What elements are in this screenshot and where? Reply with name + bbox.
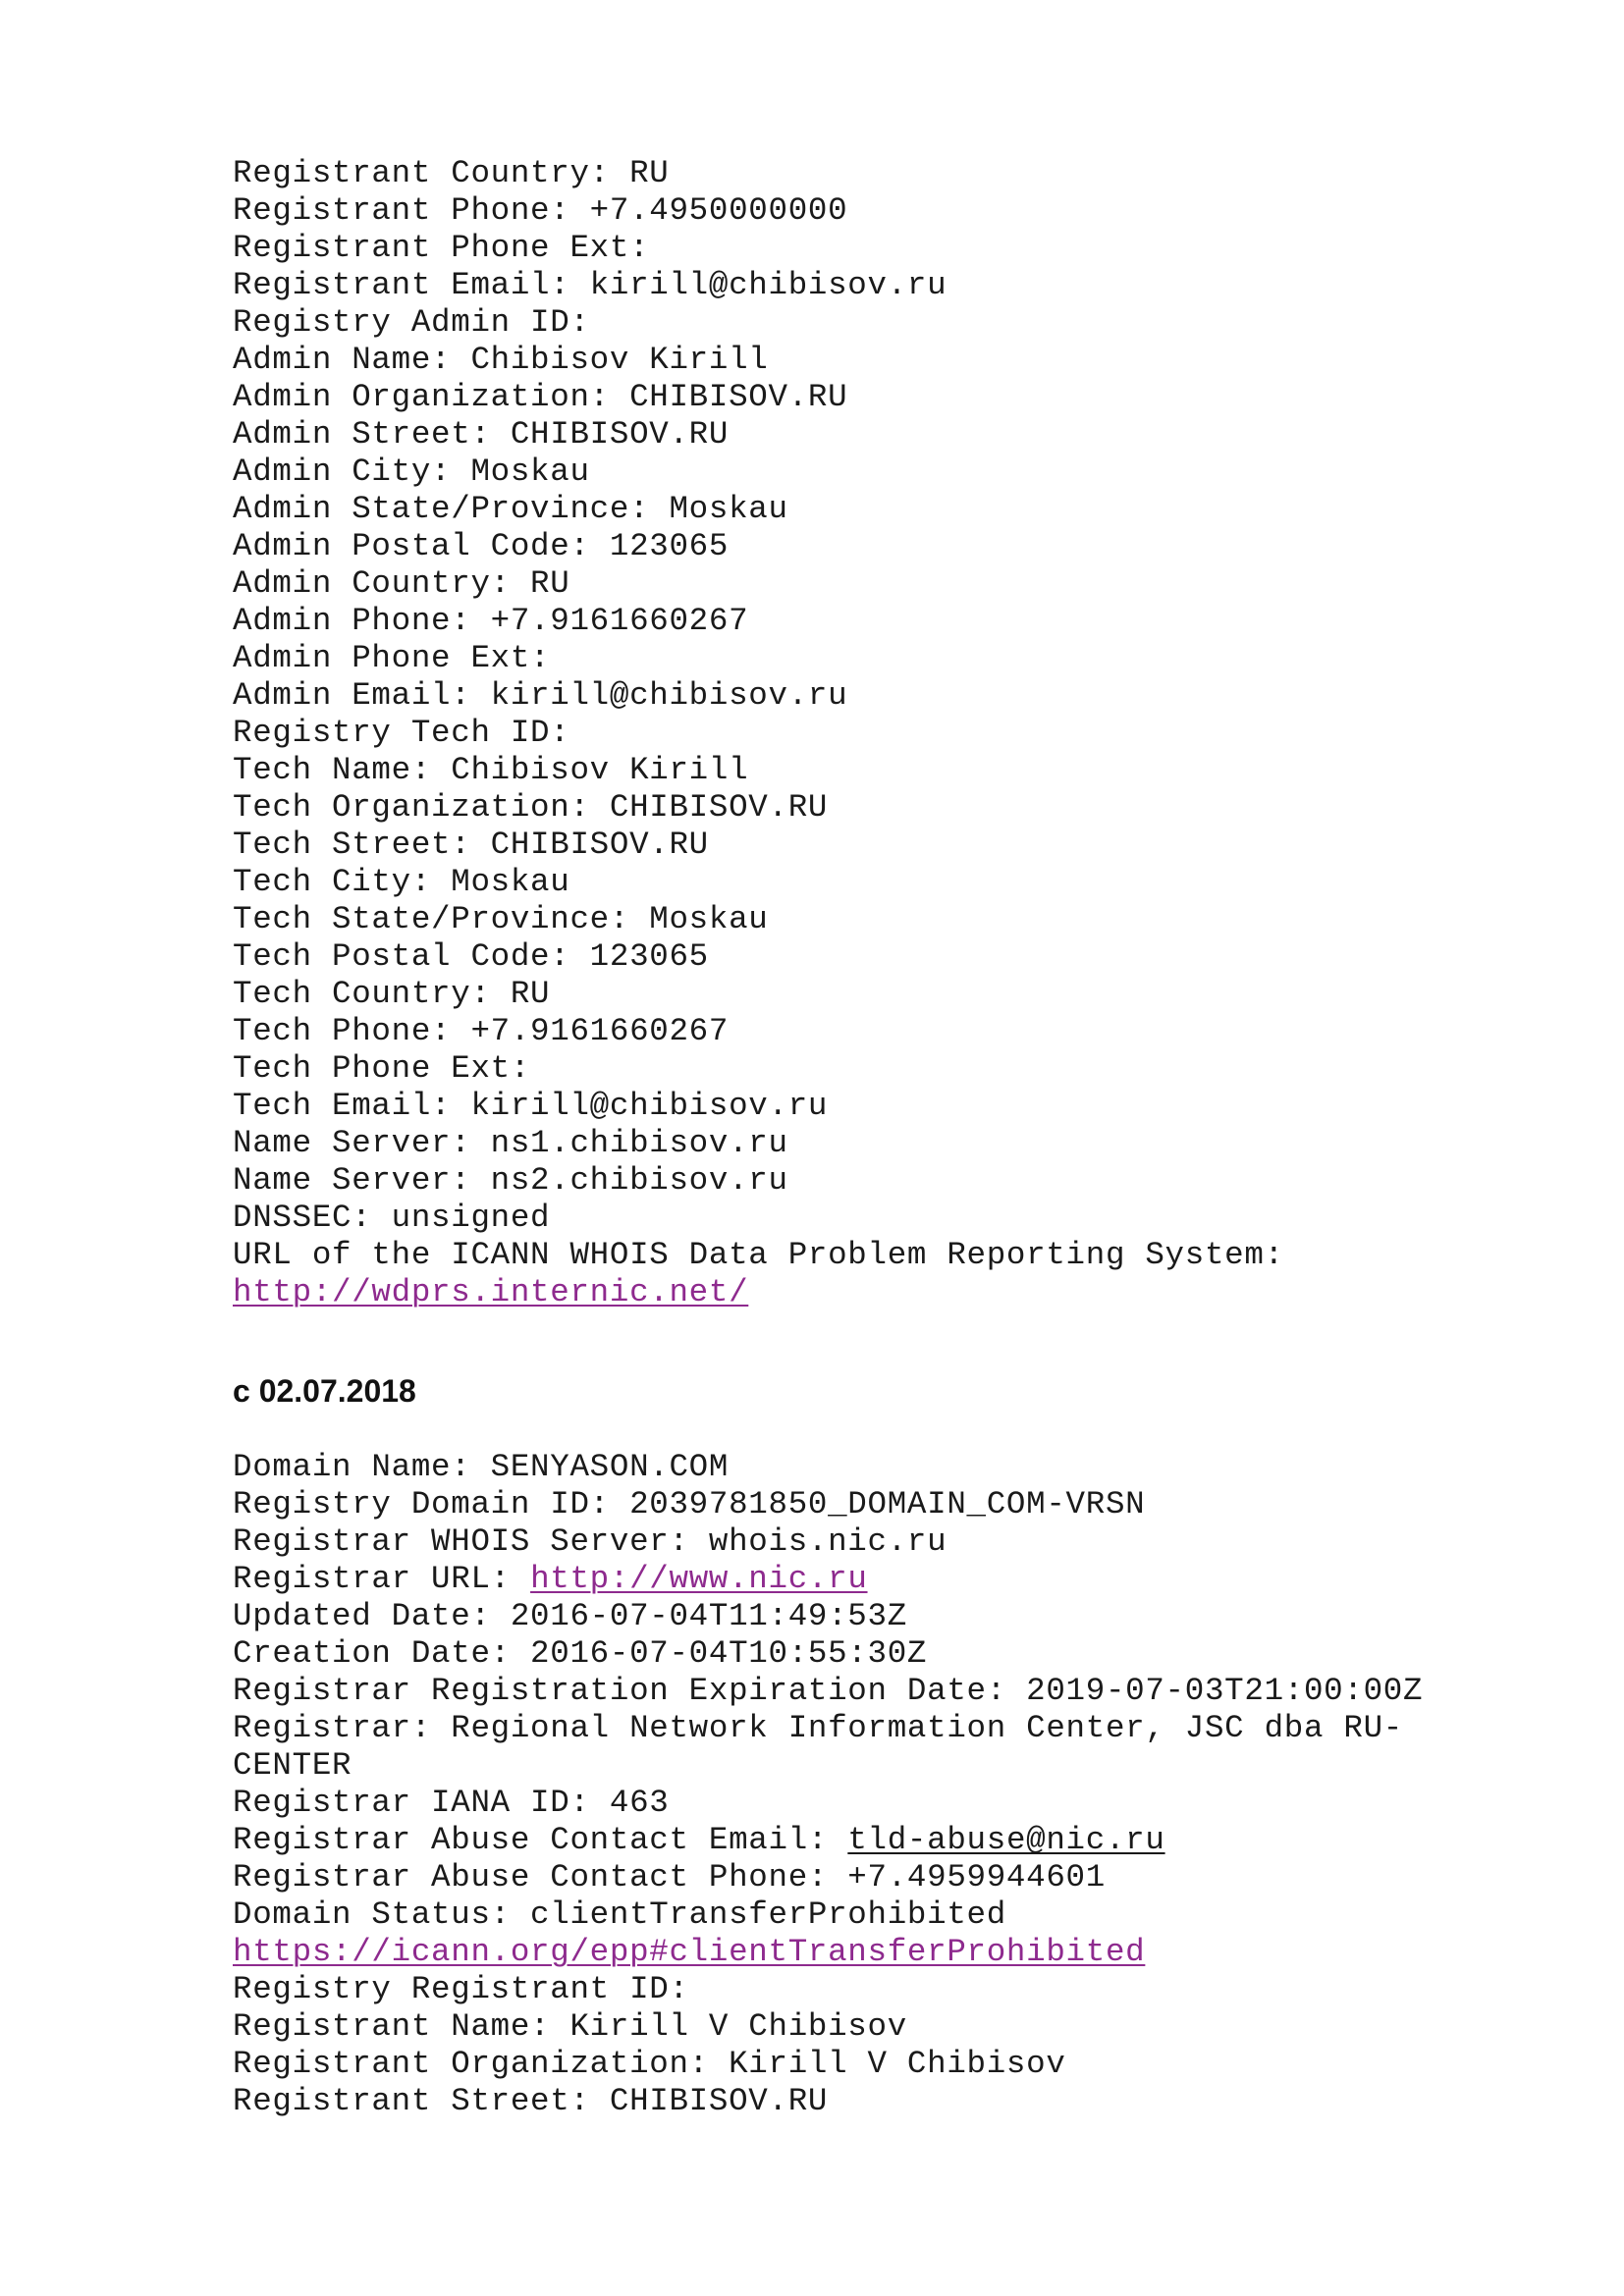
wdprs-link-line: [233, 1274, 1509, 1311]
wdprs-link[interactable]: http://wdprs.internic.net/: [233, 1274, 749, 1310]
admin-organization-line: Admin Organization: CHIBISOV.RU: [233, 379, 848, 415]
abuse-email-link[interactable]: tld-abuse@nic.ru: [847, 1822, 1165, 1858]
section-date-heading: с 02.07.2018: [233, 1373, 416, 1409]
name-server-line: Name Server: ns2.chibisov.ru: [233, 1162, 788, 1199]
name-server-line: Name Server: ns1.chibisov.ru: [233, 1125, 788, 1161]
registrant-phone-ext-line: Registrant Phone Ext:: [233, 230, 650, 266]
abuse-email-label: Registrar Abuse Contact Email:: [233, 1822, 848, 1858]
registrant-phone-line: Registrant Phone: +7.4950000000: [233, 192, 848, 229]
tech-email-line: Tech Email: kirill@chibisov.ru: [233, 1088, 829, 1124]
expiration-date-line: Registrar Registration Expiration Date: 2019-07-03T21:00:00Z: [233, 1673, 1424, 1709]
iana-id-line: Registrar IANA ID: 463: [233, 1785, 670, 1821]
registry-admin-id-line: Registry Admin ID:: [233, 304, 590, 341]
registrar-url-label: Registrar URL:: [233, 1561, 531, 1597]
registry-registrant-id-line: Registry Registrant ID:: [233, 1971, 689, 2007]
tech-name-line: Tech Name: Chibisov Kirill: [233, 752, 749, 788]
status-link[interactable]: https://icann.org/epp#clientTransferProhibited: [233, 1934, 1146, 1970]
admin-phone-line: Admin Phone: +7.9161660267: [233, 603, 749, 639]
domain-name-line: Domain Name: SENYASON.COM: [233, 1449, 730, 1485]
tech-phone-line: Tech Phone: +7.9161660267: [233, 1013, 730, 1049]
registrant-country-line: Registrant Country: RU: [233, 155, 670, 191]
whois-server-line: Registrar WHOIS Server: whois.nic.ru: [233, 1523, 947, 1560]
domain-status-line: Domain Status: clientTransferProhibited: [233, 1896, 1006, 1933]
abuse-email-line: [233, 1822, 1509, 1859]
registrant-street-line: Registrant Street: CHIBISOV.RU: [233, 2083, 829, 2119]
tech-phone-ext-line: Tech Phone Ext:: [233, 1050, 531, 1087]
tech-postal-code-line: Tech Postal Code: 123065: [233, 938, 709, 975]
status-link-line: [233, 1934, 1509, 1971]
admin-postal-code-line: Admin Postal Code: 123065: [233, 528, 730, 564]
updated-date-line: Updated Date: 2016-07-04T11:49:53Z: [233, 1598, 907, 1634]
admin-email-line: Admin Email: kirill@chibisov.ru: [233, 677, 848, 714]
icann-wdprs-label-line: URL of the ICANN WHOIS Data Problem Reporting System:: [233, 1237, 1284, 1273]
document-page: [233, 155, 1509, 2120]
registrant-organization-line: Registrant Organization: Kirill V Chibisov: [233, 2046, 1066, 2082]
admin-name-line: Admin Name: Chibisov Kirill: [233, 342, 769, 378]
tech-organization-line: Tech Organization: CHIBISOV.RU: [233, 789, 829, 826]
registrar-url-link[interactable]: http://www.nic.ru: [530, 1561, 868, 1597]
tech-street-line: Tech Street: CHIBISOV.RU: [233, 827, 709, 863]
registrar-url-line: [233, 1561, 1509, 1598]
abuse-phone-line: Registrar Abuse Contact Phone: +7.4959944601: [233, 1859, 1106, 1896]
creation-date-line: Creation Date: 2016-07-04T10:55:30Z: [233, 1635, 928, 1672]
admin-phone-ext-line: Admin Phone Ext:: [233, 640, 551, 676]
registry-domain-id-line: Registry Domain ID: 2039781850_DOMAIN_COM-VRSN: [233, 1486, 1146, 1522]
tech-state-line: Tech State/Province: Moskau: [233, 901, 769, 937]
registry-tech-id-line: Registry Tech ID:: [233, 715, 570, 751]
admin-street-line: Admin Street: CHIBISOV.RU: [233, 416, 730, 453]
registrant-name-line: Registrant Name: Kirill V Chibisov: [233, 2008, 907, 2045]
admin-country-line: Admin Country: RU: [233, 565, 570, 602]
tech-country-line: Tech Country: RU: [233, 976, 551, 1012]
registrar-line: Registrar: Regional Network Information Center, JSC dba RU-CENTER: [233, 1710, 1403, 1784]
registrant-email-line: Registrant Email: kirill@chibisov.ru: [233, 267, 947, 303]
whois-record-continued: [233, 155, 1509, 1311]
admin-state-line: Admin State/Province: Moskau: [233, 491, 788, 527]
whois-record-senyason: [233, 1449, 1509, 2120]
tech-city-line: Tech City: Moskau: [233, 864, 570, 900]
admin-city-line: Admin City: Moskau: [233, 454, 590, 490]
dnssec-line: DNSSEC: unsigned: [233, 1200, 551, 1236]
